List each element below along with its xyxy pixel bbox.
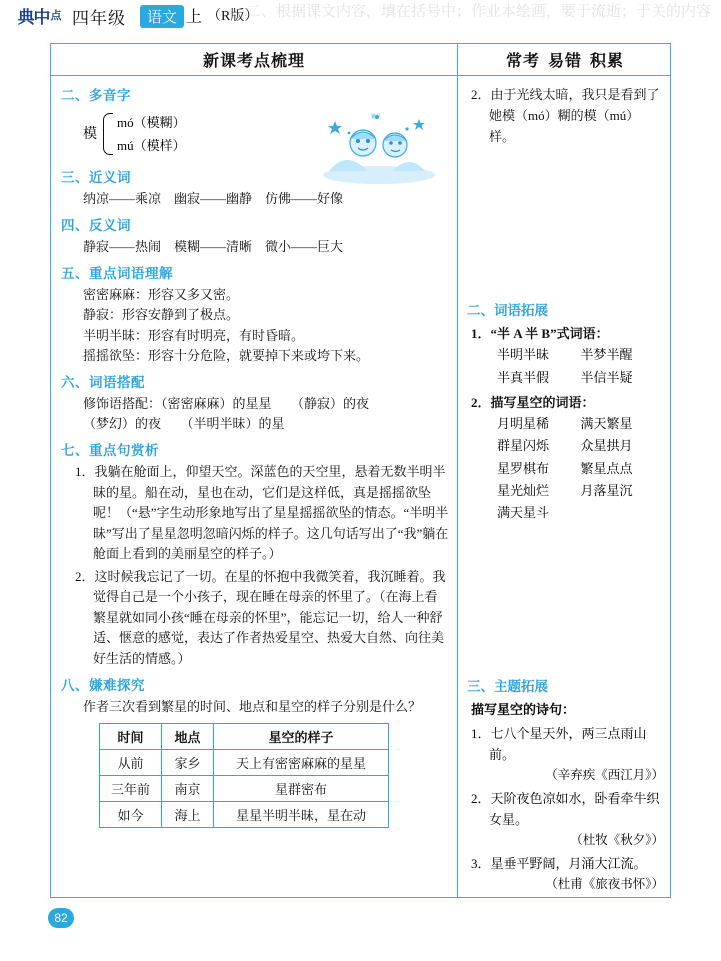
poem-2 bbox=[467, 788, 664, 850]
cell-place-2: 南京 bbox=[162, 775, 214, 801]
synonyms-text: 纳凉——乘凉 幽寂——幽静 仿佛——好像 bbox=[83, 191, 344, 206]
section-heading-theme-expansion: 三、主题拓展 bbox=[467, 678, 548, 694]
cell-time-3: 如今 bbox=[100, 801, 162, 827]
left-column bbox=[51, 76, 457, 899]
table-header-row bbox=[100, 723, 389, 749]
starword-1-1: 月明星稀 bbox=[497, 415, 550, 431]
collocation-line-1: 修饰语搭配：（密密麻麻）的星星 （静寂）的夜 bbox=[83, 395, 370, 411]
subject-badge: 语文 bbox=[140, 5, 184, 28]
brand-logo-sub: 点 bbox=[50, 10, 61, 22]
word-expansion-sub-1: 1．“半 A 半 B”式词语： bbox=[471, 326, 609, 342]
right-header-word-3: 积累 bbox=[590, 53, 625, 70]
right-column bbox=[458, 76, 672, 899]
explain-line-1: 密密麻麻：形容又多又密。 bbox=[83, 287, 240, 303]
explain-line-2: 静寂：形容安静到了极点。 bbox=[83, 307, 240, 323]
edition-label: （R版） bbox=[207, 9, 259, 24]
brace-shape bbox=[103, 113, 113, 155]
word-2-1: 半真半假 bbox=[497, 369, 550, 385]
section-heading-keyword-explain: 五、重点词语理解 bbox=[61, 266, 173, 282]
table-header-time: 时间 bbox=[100, 723, 162, 749]
explain-line-3: 半明半昧：形容有时明亮，有时昏暗。 bbox=[83, 327, 305, 343]
inquiry-table bbox=[99, 723, 389, 828]
section-heading-collocation: 六、词语搭配 bbox=[61, 374, 145, 390]
sentence-analysis-2: 2．这时候我忘记了一切。在星的怀抱中我微笑着，我沉睡着。我觉得自己是一个小孩子，现在睡在母亲的怀里了。（在海上看繁星就如同小孩“睡在母亲的怀里”，能忘记一切，给人一种舒适、惬意的感觉，表达了作者热爱星空、热爱大自然、向往美好生活的情感。） bbox=[75, 568, 446, 666]
starword-2-1: 群星闪烁 bbox=[497, 438, 550, 454]
table-header-appearance: 星空的样子 bbox=[214, 723, 389, 749]
table-row bbox=[100, 801, 389, 827]
right-header-word-1: 常考 bbox=[505, 53, 540, 70]
starword-4-2: 月落星沉 bbox=[580, 482, 633, 498]
section-heading-inquiry: 八、嫌难探究 bbox=[61, 678, 145, 694]
table-header-place: 地点 bbox=[162, 723, 214, 749]
word-1-1: 半明半昧 bbox=[497, 347, 550, 363]
left-column-header: 新课考点梳理 bbox=[202, 53, 305, 70]
content-frame bbox=[50, 43, 671, 898]
brand-logo bbox=[10, 2, 68, 28]
polyphone-reading-2: mú（模样） bbox=[117, 138, 186, 153]
section-heading-fanyici: 四、反义词 bbox=[61, 218, 131, 234]
word-expansion-sub-2: 2．描写星空的词语： bbox=[471, 394, 595, 410]
word-row bbox=[497, 502, 664, 524]
starry-night-illustration bbox=[319, 109, 439, 187]
word-row bbox=[497, 413, 664, 435]
word-row bbox=[497, 344, 664, 366]
word-group-1 bbox=[467, 344, 664, 389]
poem-3 bbox=[467, 853, 664, 894]
poem-2-source: （杜牧《秋夕》） bbox=[570, 833, 664, 848]
inquiry-question: 作者三次看到繁星的时间、地点和星空的样子分别是什么？ bbox=[83, 699, 422, 715]
poem-3-source: （杜甫《旅夜书怀》） bbox=[545, 877, 664, 892]
page-number: 82 bbox=[48, 908, 74, 928]
cell-appearance-1: 天上有密密麻麻的星星 bbox=[214, 749, 389, 775]
page-header-strip bbox=[0, 0, 721, 34]
section-heading-word-expansion: 二、词语拓展 bbox=[467, 303, 548, 319]
sentence-analysis-1: 1．我躺在舱面上，仰望天空。深蓝色的天空里，悬着无数半明半昧的星。船在动，星也在动，它们是这样低，真是摇摇欲坠呢！（“悬”字生动形象地写出了星星摇摇欲坠的情态。“半明半昧”写出了星星忽明忽暗闪烁的样子。这几句话写出了“我”躺在舱面上看到的美丽星空的样子。） bbox=[75, 464, 449, 562]
section-heading-jinyici: 三、近义词 bbox=[61, 170, 131, 185]
right-column-header bbox=[458, 44, 672, 75]
cell-place-3: 海上 bbox=[162, 801, 214, 827]
poem-1 bbox=[467, 723, 664, 785]
cell-time-1: 从前 bbox=[100, 749, 162, 775]
polyphone-reading-1: mó（模糊） bbox=[117, 115, 186, 130]
poem-3-text: 3．星垂平野阔，月涌大江流。 bbox=[471, 856, 647, 872]
polyphone-block bbox=[61, 107, 449, 161]
word-1-2: 半梦半醒 bbox=[580, 347, 633, 363]
table-row bbox=[100, 749, 389, 775]
antonyms-text: 静寂——热闹 模糊——清晰 微小——巨大 bbox=[83, 239, 344, 255]
poem-1-text: 1．七八个星天外，两三点雨山前。 bbox=[471, 725, 647, 762]
starword-4-1: 星光灿烂 bbox=[497, 482, 550, 498]
word-row bbox=[497, 480, 664, 502]
starword-3-2: 繁星点点 bbox=[580, 460, 633, 476]
polyphone-character: 模 bbox=[83, 127, 97, 142]
word-2-2: 半信半疑 bbox=[580, 369, 633, 385]
collocation-line-2: （梦幻）的夜 （半明半昧）的星 bbox=[83, 415, 285, 431]
starword-3-1: 星罗棋布 bbox=[497, 460, 550, 476]
table-row bbox=[100, 775, 389, 801]
section-heading-duoyinzi: 二、多音字 bbox=[61, 88, 131, 103]
word-group-2 bbox=[467, 413, 664, 525]
poem-2-text: 2．天阶夜色凉如水，卧看牵牛织女星。 bbox=[471, 791, 660, 828]
poem-1-source: （辛弃疾《西江月》） bbox=[545, 767, 664, 782]
theme-subtitle: 描写星空的诗句： bbox=[471, 701, 576, 717]
explain-line-4: 摇摇欲坠：形容十分危险，就要掉下来或垮下来。 bbox=[83, 347, 370, 363]
grade-label: 四年级 bbox=[72, 9, 126, 28]
volume-label: 上 bbox=[186, 9, 203, 26]
cell-appearance-3: 星星半明半昧，星在动 bbox=[214, 801, 389, 827]
word-row bbox=[497, 435, 664, 457]
section-heading-sentence-analysis: 七、重点句赏析 bbox=[61, 443, 159, 459]
cell-time-2: 三年前 bbox=[100, 775, 162, 801]
right-header-word-2: 易错 bbox=[547, 53, 582, 70]
starword-5-1: 满天星斗 bbox=[497, 505, 550, 521]
starword-1-2: 满天繁星 bbox=[580, 415, 633, 431]
word-row bbox=[497, 458, 664, 480]
brand-logo-main: 典中 bbox=[17, 7, 50, 27]
cell-place-1: 家乡 bbox=[162, 749, 214, 775]
svg-text:繁星: 繁星 bbox=[371, 114, 382, 120]
cell-appearance-2: 星群密布 bbox=[214, 775, 389, 801]
starword-2-2: 众星拱月 bbox=[580, 438, 633, 454]
right-item-1: 2．由于光线太暗，我只是看到了她模（mó）糊的模（mú）样。 bbox=[471, 87, 660, 145]
word-row bbox=[497, 367, 664, 389]
bleed-text: 二、根据课文内容，填在括号中；作业本绘画，要于流逝；于关的内容 bbox=[246, 4, 712, 20]
